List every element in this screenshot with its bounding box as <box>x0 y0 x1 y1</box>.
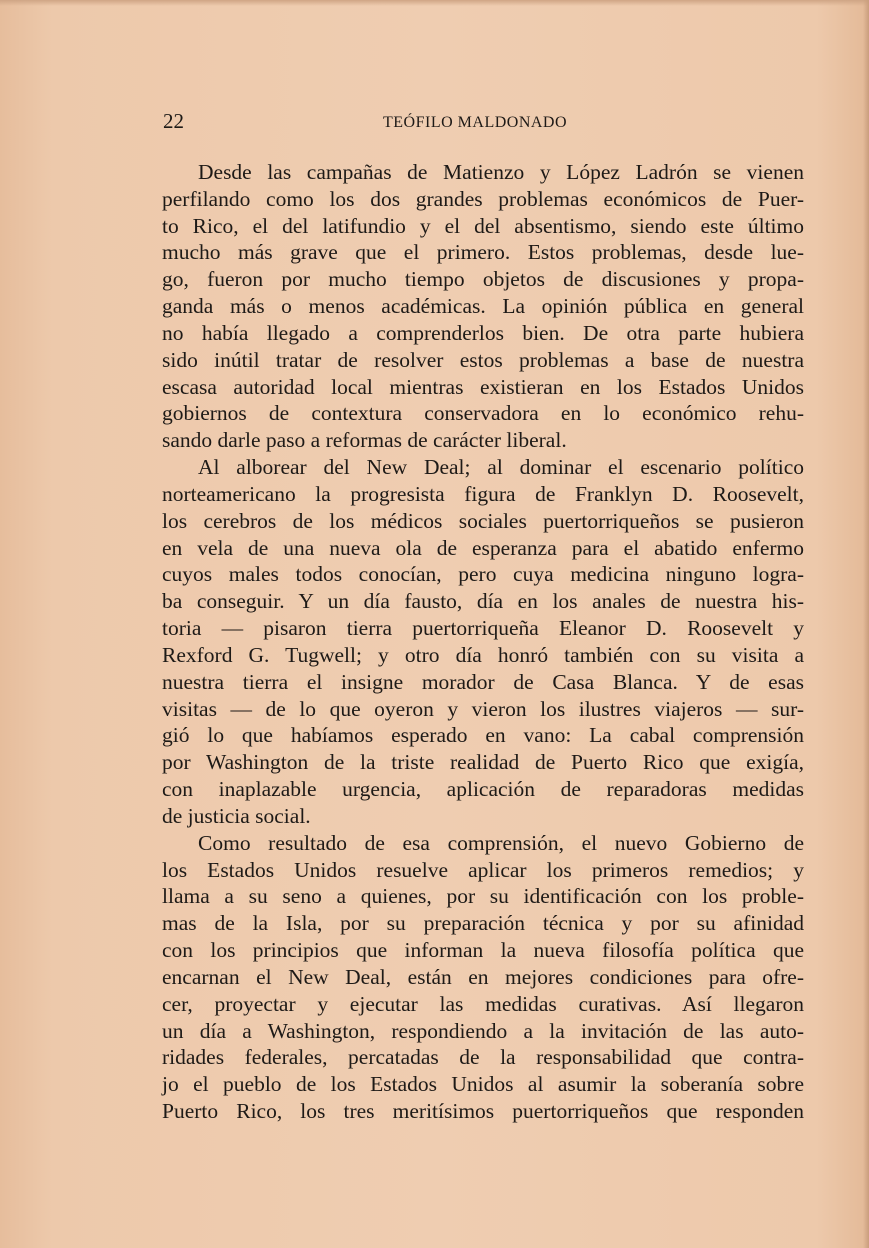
text-line: encarnan el New Deal, están en mejores condiciones para ofre- <box>162 964 804 989</box>
text-line: escasa autoridad local mientras existieran en los Estados Unidos <box>162 374 804 399</box>
page-right-edge-shadow <box>863 0 869 1248</box>
text-line: ba conseguir. Y un día fausto, día en los anales de nuestra his- <box>162 589 804 614</box>
text-line: Desde las campañas de Matienzo y López Ladrón se vienen <box>198 160 804 184</box>
text-line: Al alborear del New Deal; al dominar el escenario político <box>198 455 804 480</box>
text-line: to Rico, el del latifundio y el del absentismo, siendo este último <box>162 213 804 238</box>
text-line: Como resultado de esa comprensión, el nuevo Gobierno de <box>198 830 804 855</box>
text-line: ganda más o menos académicas. La opinión pública en general <box>162 294 804 319</box>
text-line: Rexford G. Tugwell; y otro día honró también con su visita a <box>162 642 804 667</box>
text-line: sido inútil tratar de resolver estos problemas a base de nuestra <box>162 347 804 372</box>
text-line: no había llegado a comprenderlos bien. De otra parte hubiera <box>162 320 804 345</box>
text-line: cuyos males todos conocían, pero cuya medicina ninguno logra- <box>162 562 804 587</box>
text-line: con los principios que informan la nueva filosofía política que <box>162 938 804 963</box>
text-line: mas de la Isla, por su preparación técnica y por su afinidad <box>162 911 804 936</box>
text-line: sando darle paso a reformas de carácter liberal. <box>162 428 567 453</box>
text-line: de justicia social. <box>162 803 311 828</box>
text-line: go, fueron por mucho tiempo objetos de discusiones y propa- <box>162 267 804 292</box>
text-line: con inaplazable urgencia, aplicación de reparadoras medidas <box>162 777 804 802</box>
text-line: perfilando como los dos grandes problemas económicos de Puer- <box>162 186 804 211</box>
text-line: los cerebros de los médicos sociales puertorriqueños se pusieron <box>162 508 804 533</box>
text-line: ridades federales, percatadas de la responsabilidad que contra- <box>162 1045 804 1070</box>
page-top-edge-shadow <box>0 0 869 6</box>
running-head <box>163 108 803 134</box>
text-line: en vela de una nueva ola de esperanza para el abatido enfermo <box>162 535 804 560</box>
text-line: gobiernos de contextura conservadora en lo económico rehu- <box>162 401 804 426</box>
text-line: cer, proyectar y ejecutar las medidas curativas. Así llegaron <box>162 991 804 1016</box>
text-line: por Washington de la triste realidad de Puerto Rico que exigía, <box>162 750 804 775</box>
text-line: jo el pueblo de los Estados Unidos al asumir la soberanía sobre <box>162 1072 804 1097</box>
text-line: mucho más grave que el primero. Estos problemas, desde lue- <box>162 240 804 265</box>
text-line: toria — pisaron tierra puertorriqueña Eleanor D. Roosevelt y <box>162 616 804 641</box>
text-line: gió lo que habíamos esperado en vano: La cabal comprensión <box>162 723 804 748</box>
page-number: 22 <box>163 109 184 133</box>
text-line: norteamericano la progresista figura de Franklyn D. Roosevelt, <box>162 481 804 506</box>
text-line: visitas — de lo que oyeron y vieron los ilustres viajeros — sur- <box>162 696 804 721</box>
text-line: Puerto Rico, los tres meritísimos puertorriqueños que responden <box>162 1098 804 1123</box>
text-line: nuestra tierra el insigne morador de Casa Blanca. Y de esas <box>162 669 804 694</box>
text-line: los Estados Unidos resuelve aplicar los primeros remedios; y <box>162 857 804 882</box>
text-line: un día a Washington, respondiendo a la invitación de las auto- <box>162 1018 804 1043</box>
body-text <box>162 159 804 1125</box>
running-title: TEÓFILO MALDONADO <box>383 114 568 131</box>
text-line: llama a su seno a quienes, por su identificación con los proble- <box>162 884 804 909</box>
